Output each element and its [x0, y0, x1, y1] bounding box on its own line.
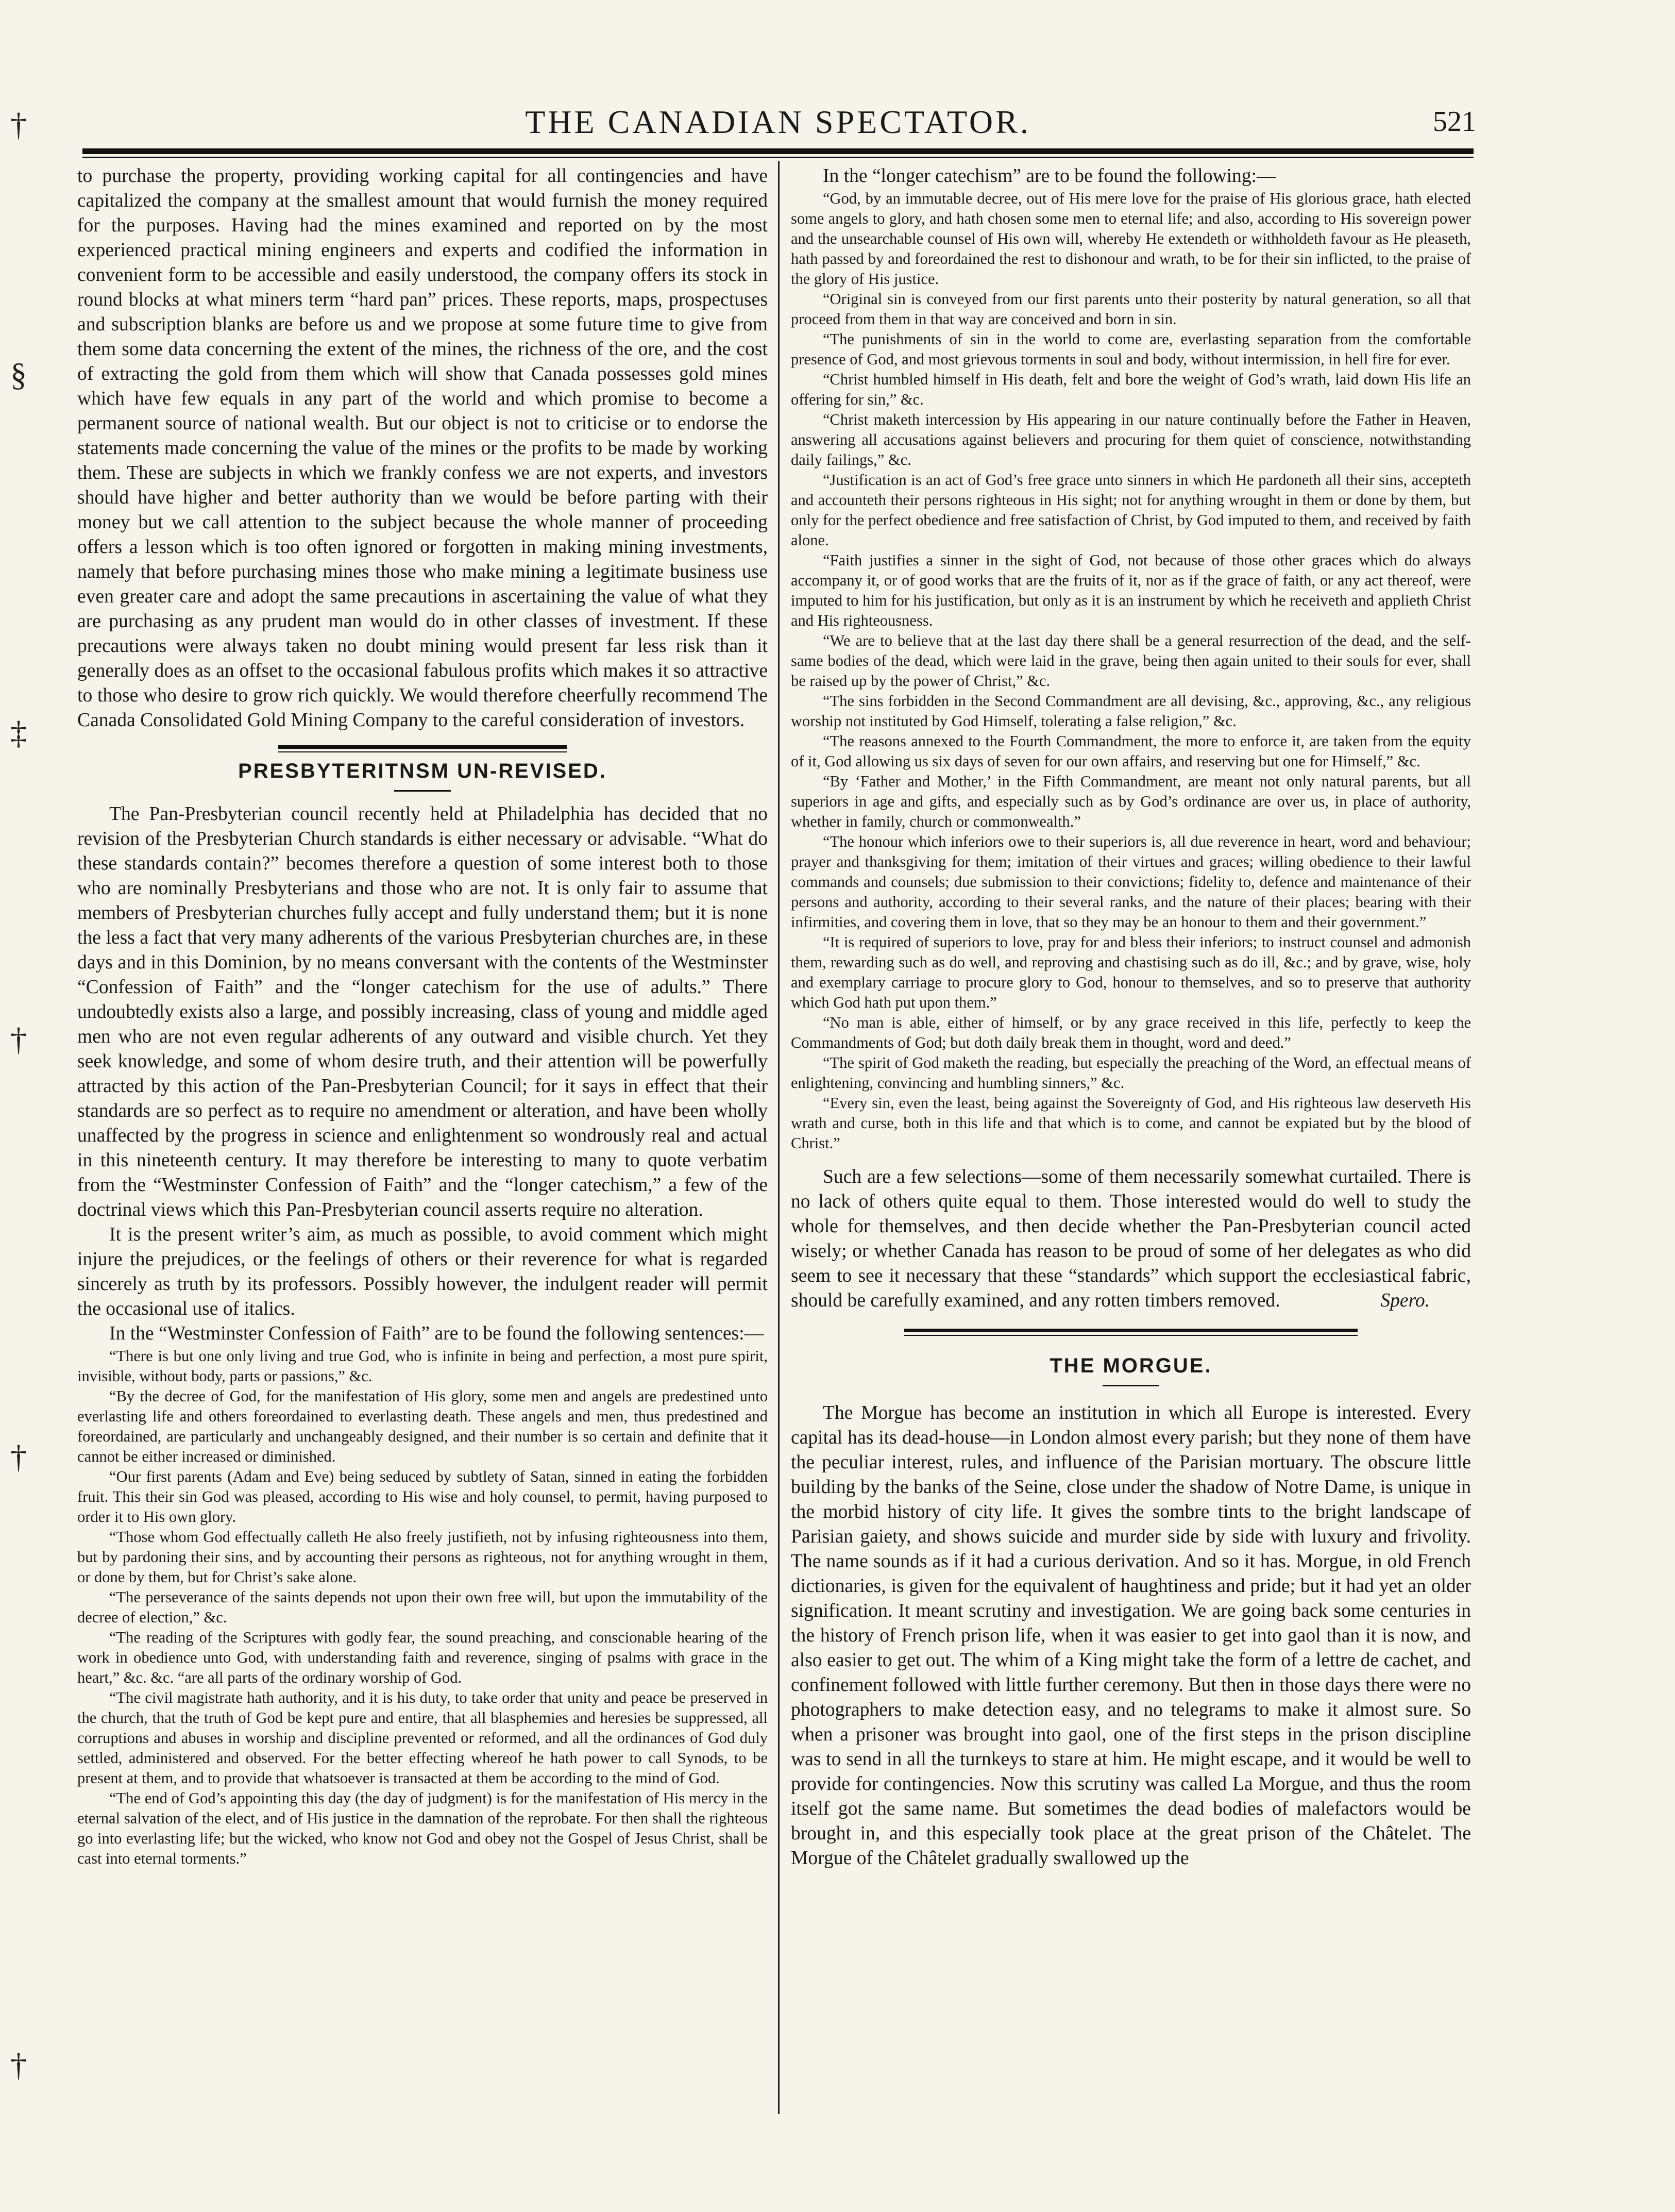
closing-text: Such are a few selections—some of them necessarily somewhat curtailed. There is no lack of others quite equal to them. Those interested would do well to study the whole for themselves, and then decide whether the Pan-Presbyterian council acted wisely; or whether Canada has reason to be proud of some of her delegates as who did seem to see it necessary that these “standards” which support the ecclesiastical fabric, should be carefully examined, and any rotten timbers removed. [791, 1166, 1471, 1311]
catechism-quote: “The reasons annexed to the Fourth Commandment, the more to enforce it, are taken from the equity of it, God allowing us six days of seven for our own affairs, and reserving but one for Himself,” &c. [791, 732, 1471, 770]
catechism-quote: “No man is able, either of himself, or by any grace received in this life, perfectly to keep the Commandments of God; but doth daily break them in thought, word and deed.” [791, 1014, 1471, 1051]
right-column [791, 164, 1471, 1871]
left-column [77, 164, 768, 1869]
column-divider [778, 161, 780, 2114]
section-separator [278, 745, 567, 749]
margin-mark: † [10, 106, 27, 143]
confession-quote: “Our first parents (Adam and Eve) being seduced by subtlety of Satan, sinned in eating the forbidden fruit. This their sin God was pleased, according to His wise and holy counsel, to permit, having purposed to order it to His own glory. [77, 1468, 768, 1526]
margin-mark: † [10, 1021, 27, 1058]
catechism-quote: “By ‘Father and Mother,’ in the Fifth Commandment, are meant not only natural parents, but all superiors in age and gifts, and especially such as by God’s ordinance are over us, in place of authority, whether in family, church or commonwealth.” [791, 773, 1471, 830]
article-paragraph: The Pan-Presbyterian council recently held at Philadelphia has decided that no revision of the Presbyterian Church standards is either necessary or advisable. “What do these standards contain?” becomes therefore a question of some interest both to those who are nominally Presbyterians and those who are not. It is only fair to assume that members of Presbyterian churches fully accept and fully understand them; but it is none the less a fact that very many adherents of the various Presbyterian churches are, in these days and in this Dominion, by no means conversant with the contents of the Westminster “Confession of Faith” and the “longer catechism for the use of adults.” There undoubtedly exists also a large, and possibly increasing, class of young and middle aged men who are not even regular adherents of any outward and visible church. Yet they seek knowledge, and some of whom desire truth, and their attention will be powerfully attracted by this action of the Pan-Presbyterian Council; for it says in effect that their standards are so perfect as to require no amendment or alteration, and have been wholly unaffected by the progress in science and enlightenment so wondrously real and actual in this nineteenth century. It may therefore be interesting to many to quote verbatim from the “Westminster Confession of Faith” and the “longer catechism,” a few of the doctrinal views which this Pan-Presbyterian council asserts require no alteration. [77, 803, 768, 1220]
morgue-paragraph: The Morgue has become an institution in which all Europe is interested. Every capital has its dead-house—in London almost every parish; but they none of them have the peculiar interest, rules, and influence of the Parisian mortuary. The obscure little building by the banks of the Seine, close under the shadow of Notre Dame, is unique in the morbid history of city life. It gives the sombre tints to the bright landscape of Parisian gaiety, and shows suicide and murder side by side with luxury and frivolity. The name sounds as if it had a curious derivation. And so it has. Morgue, in old French dictionaries, is given for the equivalent of haughtiness and pride; but it had yet an older signification. It meant scrutiny and investigation. We are going back some centuries in the history of French prison life, when it was easier to get into gaol than it is now, and also easier to get out. The whim of a King might take the form of a lettre de cachet, and confinement followed with little further ceremony. But then in those days there were no photographers to make detection easy, and no telegrams to make it almost sure. So when a prisoner was brought into gaol, one of the first steps in the prison discipline was to send in all the turnkeys to stare at him. He might escape, and it would be well to provide for contingencies. Now this scrutiny was called La Morgue, and thus the room itself got the same name. But sometimes the dead bodies of malefactors would be brought in, and this especially took place at the great prison of the Châtelet. The Morgue of the Châtelet gradually swallowed up the [791, 1402, 1471, 1869]
page-number: 521 [1433, 106, 1476, 138]
confession-quote: “The reading of the Scriptures with godly fear, the sound preaching, and conscionable hearing of the work in obedience unto God, with understanding faith and reverence, singing of psalms with grace in the heart,” &c. &c. “are all parts of the ordinary worship of God. [77, 1629, 768, 1686]
catechism-quote: “The spirit of God maketh the reading, but especially the preaching of the Word, an effectual means of enlightening, convincing and humbling sinners,” &c. [791, 1054, 1471, 1092]
catechism-quote: “Faith justifies a sinner in the sight of God, not because of those other graces which do always accompany it, or of good works that are the fruits of it, nor as if the grace of faith, or any act thereof, were imputed to him for his justification, but only as it is an instrument by which he receiveth and applieth Christ and His righteousness. [791, 551, 1471, 629]
section-separator [904, 1329, 1358, 1332]
margin-mark: ‡ [10, 714, 27, 751]
mining-article-continuation: to purchase the property, providing working capital for all contingencies and have capitalized the company at the smallest amount that would furnish the money required for the purposes. Having had the mines examined and reported on by the most experienced practical mining engineers and experts and codified the information in convenient form to be accessible and easily understood, the company offers its stock in round blocks at what miners term “hard pan” prices. These reports, maps, prospectuses and subscription blanks are before us and we propose at some future time to give from them some data concerning the extent of the mines, the richness of the ore, and the cost of extracting the gold from them which will show that Canada possesses gold mines which have few equals in any part of the world and which promise to become a permanent source of national wealth. But our object is not to criticise or to endorse the statements made concerning the value of the mines or the profits to be made by working them. These are subjects in which we frankly confess we are not experts, and investors should have higher and better authority than we would be before parting with their money but we call attention to the subject because the whole manner of proceeding offers a lesson which is too often ignored or forgotten in making mining investments, namely that before purchasing mines those who make mining a legitimate business use even greater care and adopt the same precautions in ascertaining the value of what they are purchasing as any prudent man would do in other classes of investment. If these precautions were always taken no doubt mining would present far less risk than it generally does as an offset to the occasional fabulous profits which makes it so attractive to those who desire to grow rich quickly. We would therefore cheerfully recommend The Canada Consolidated Gold Mining Company to the careful consideration of investors. [77, 165, 768, 731]
confession-quote: “There is but one only living and true God, who is infinite in being and perfection, a most pure spirit, invisible, without body, parts or passions,” &c. [77, 1347, 768, 1385]
confession-quote: “The civil magistrate hath authority, and it is his duty, to take order that unity and peace be preserved in the church, that the truth of God be kept pure and entire, that all blasphemies and heresies be suppressed, all corruptions and abuses in worship and discipline prevented or reformed, and all the ordinances of God duly settled, administered and observed. For the better effecting whereof he hath power to call Synods, to be present at them, and to provide that whatsoever is transacted at them be according to the mind of God. [77, 1689, 768, 1787]
catechism-quote: “God, by an immutable decree, out of His mere love for the praise of His glorious grace, hath elected some angels to glory, and hath chosen some men to eternal life; and also, according to His sovereign power and the unsearchable counsel of His own will, whereby He extendeth or withholdeth favour as He pleaseth, hath passed by and foreordained the rest to dishonour and wrath, to be for their sin inflicted, to the praise of the glory of His justice. [791, 190, 1471, 288]
article-heading-presbyterianism: PRESBYTERITNSM UN-REVISED. [238, 760, 607, 782]
masthead-rule-thin [82, 157, 1474, 158]
catechism-quote: “The honour which inferiors owe to their superiors is, all due reverence in heart, word and behaviour; prayer and thanksgiving for them; imitation of their virtues and graces; willing obedience to their lawful commands and counsels; due submission to their convictions; fidelity to, defence and maintenance of their persons and authority, according to their several ranks, and the nature of their places; bearing with their infirmities, and covering them in love, that so they may be an honour to them and their government.” [791, 833, 1471, 931]
catechism-quote: “Original sin is conveyed from our first parents unto their posterity by natural generation, so all that proceed from them in that way are conceived and born in sin. [791, 290, 1471, 328]
masthead [82, 103, 1474, 152]
masthead-rule-thick [82, 148, 1474, 154]
confession-quote: “By the decree of God, for the manifestation of His glory, some men and angels are predestined unto everlasting life and others foreordained to everlasting death. These angels and men, thus predestined and foreordained, are particularly and unchangeably designed, and their number is so certain and definite that it cannot be either increased or diminished. [77, 1387, 768, 1465]
confession-quote: “Those whom God effectually calleth He also freely justifieth, not by infusing righteousness into them, but by pardoning their sins, and by accounting their persons as righteous, not for anything wrought in them, or done by them, but for Christ’s sake alone. [77, 1528, 768, 1586]
catechism-quote: “Every sin, even the least, being against the Sovereignty of God, and His righteous law deserveth His wrath and curse, both in this life and that which is to come, and cannot be expiated but by the blood of Christ.” [791, 1094, 1471, 1152]
closing-paragraph [791, 1165, 1471, 1313]
margin-mark: § [10, 356, 27, 393]
catechism-quote: “The punishments of sin in the world to come are, everlasting separation from the comfortable presence of God, and most grievous torments in soul and body, without intermission, in hell fire for ever. [791, 330, 1471, 368]
margin-mark: † [10, 1438, 27, 1475]
article-paragraph: In the “Westminster Confession of Faith” are to be found the following sentences:— [109, 1323, 764, 1344]
margin-mark: † [10, 2047, 27, 2083]
article-heading-morgue: THE MORGUE. [1050, 1354, 1212, 1377]
catechism-quote: “We are to believe that at the last day there shall be a general resurrection of the dead, and the self-same bodies of the dead, which were laid in the grave, being then again united to their souls for ever, shall be raised up by the power of Christ,” &c. [791, 632, 1471, 690]
catechism-quote: “Justification is an act of God’s free grace unto sinners in which He pardoneth all their sins, accepteth and accounteth their persons righteous in His sight; not for anything wrought in them or done by them, but only for the perfect obedience and free satisfaction of Christ, by God imputed to them, and received by faith alone. [791, 471, 1471, 549]
confession-quote: “The perseverance of the saints depends not upon their own free will, but upon the immutability of the decree of election,” &c. [77, 1588, 768, 1626]
catechism-quote: “Christ humbled himself in His death, felt and bore the weight of God’s wrath, laid down His life an offering for sin,” &c. [791, 371, 1471, 408]
newspaper-title: THE CANADIAN SPECTATOR. [525, 104, 1031, 140]
article-paragraph: It is the present writer’s aim, as much as possible, to avoid comment which might injure the prejudices, or the feelings of others or their reverence for what is regarded sincerely as truth by its professors. Possibly however, the indulgent reader will permit the occasional use of italics. [77, 1224, 768, 1319]
catechism-quote: “The sins forbidden in the Second Commandment are all devising, &c., approving, &c., any religious worship not instituted by God Himself, tolerating a false religion,” &c. [791, 692, 1471, 730]
catechism-intro: In the “longer catechism” are to be found the following:— [823, 165, 1276, 187]
confession-quote: “The end of God’s appointing this day (the day of judgment) is for the manifestation of His mercy in the eternal salvation of the elect, and of His justice in the damnation of the reprobate. For then shall the righteous go into everlasting life; but the wicked, who know not God and obey not the Gospel of Jesus Christ, shall be cast into eternal torments.” [77, 1789, 768, 1867]
author-signature: Spero. [1380, 1290, 1430, 1311]
catechism-quote: “It is required of superiors to love, pray for and bless their inferiors; to instruct counsel and admonish them, rewarding such as do well, and reproving and chastising such as do ill, &c.; and by grave, wise, holy and exemplary carriage to procure glory to God, honour to themselves, and so to preserve that authority which God hath put upon them.” [791, 933, 1471, 1011]
catechism-quote: “Christ maketh intercession by His appearing in our nature continually before the Father in Heaven, answering all accusations against believers and procuring for them quiet of conscience, notwithstanding daily failings,” &c. [791, 411, 1471, 468]
